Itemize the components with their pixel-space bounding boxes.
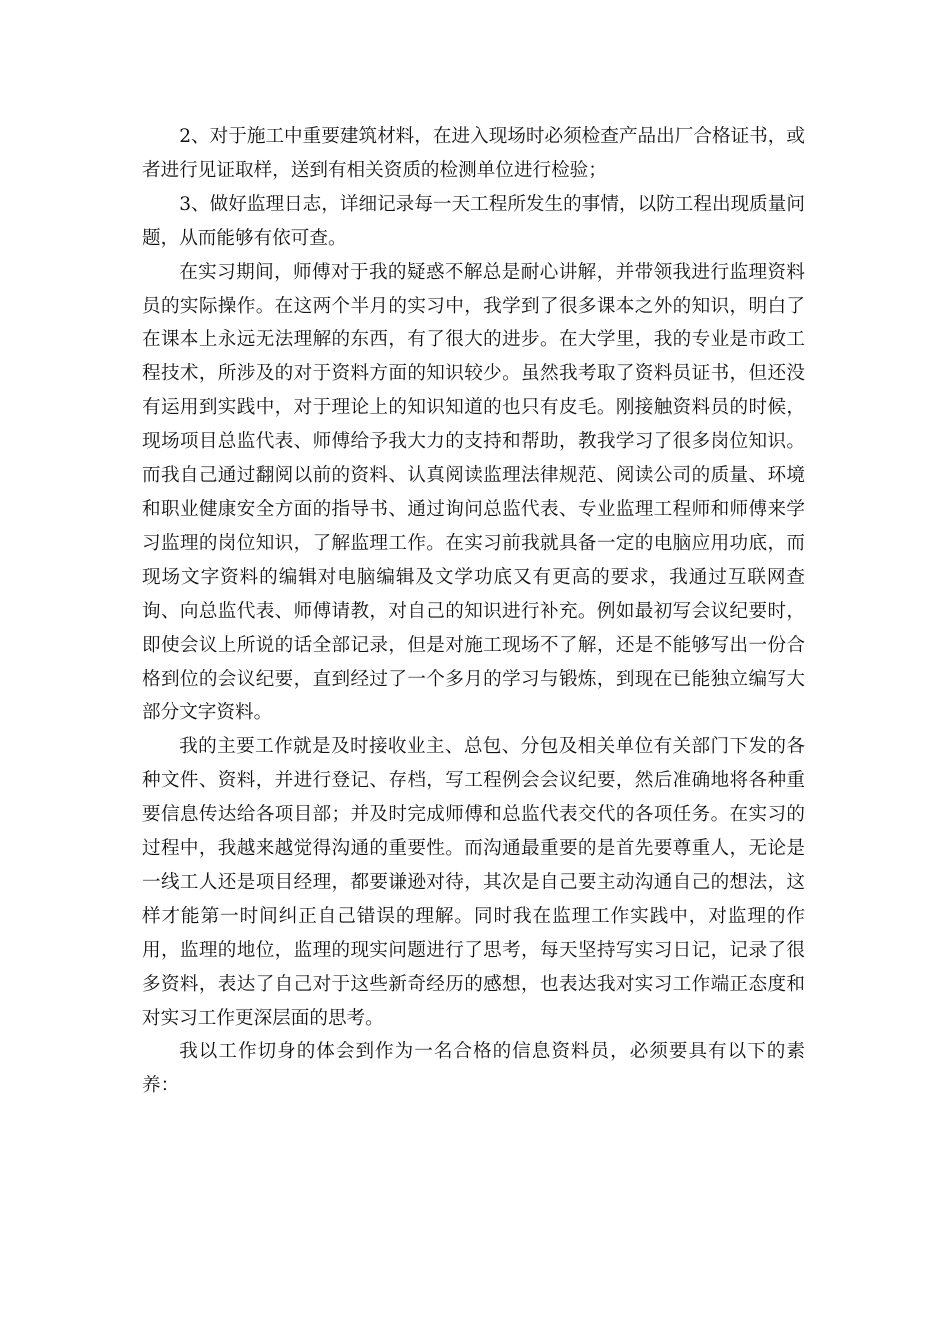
paragraph-internship-learning: 在实习期间，师傅对于我的疑惑不解总是耐心讲解，并带领我进行监理资料员的实际操作。在这两个半月的实习中，我学到了很多课本之外的知识，明白了在课本上永远无法理解的东西，有了很大的进步。在大学里，我的专业是市政工程技术，所涉及的对于资料方面的知识较少。虽然我考取了资料员证书，但还没有运用到实践中，对于理论上的知识知道的也只有皮毛。刚接触资料员的时候，现场项目总监代表、师傅给予我大力的支持和帮助，教我学习了很多岗位知识。而我自己通过翻阅以前的资料、认真阅读监理法律规范、阅读公司的质量、环境和职业健康安全方面的指导书、通过询问总监代表、专业监理工程师和师傅来学习监理的岗位知识，了解监理工作。在实习前我就具备一定的电脑应用功底，而现场文字资料的编辑对电脑编辑及文学功底又有更高的要求，我通过互联网查询、向总监代表、师傅请教，对自己的知识进行补充。例如最初写会议纪要时，即使会议上所说的话全部记录，但是对施工现场不了解，还是不能够写出一份合格到位的会议纪要，直到经过了一个多月的学习与锻炼，到现在已能独立编写大部分文字资料。 — [142, 261, 805, 724]
paragraph-qualities-intro: 我以工作切身的体会到作为一名合格的信息资料员，必须要具有以下的素养： — [142, 1041, 805, 1097]
paragraph-supervision-log: 3、做好监理日志，详细记录每一天工程所发生的事情，以防工程出现质量问题，从而能够有依可查。 — [142, 193, 805, 249]
document-body — [142, 120, 805, 1103]
paragraph-main-work: 我的主要工作就是及时接收业主、总包、分包及相关单位有关部门下发的各种文件、资料，并进行登记、存档，写工程例会会议纪要，然后准确地将各种重要信息传达给各项目部；并及时完成师傅和总监代表交代的各项任务。在实习的过程中，我越来越觉得沟通的重要性。而沟通最重要的是首先要尊重人，无论是一线工人还是项目经理，都要谦逊对待，其次是自己要主动沟通自己的想法，这样才能第一时间纠正自己错误的理解。同时我在监理工作实践中，对监理的作用，监理的地位，监理的现实问题进行了思考，每天坚持写实习日记，记录了很多资料，表达了自己对于这些新奇经历的感想，也表达我对实习工作端正态度和对实习工作更深层面的思考。 — [142, 736, 805, 1029]
paragraph-material-inspection: 2、对于施工中重要建筑材料，在进入现场时必须检查产品出厂合格证书，或者进行见证取样，送到有相关资质的检测单位进行检验； — [142, 126, 805, 181]
